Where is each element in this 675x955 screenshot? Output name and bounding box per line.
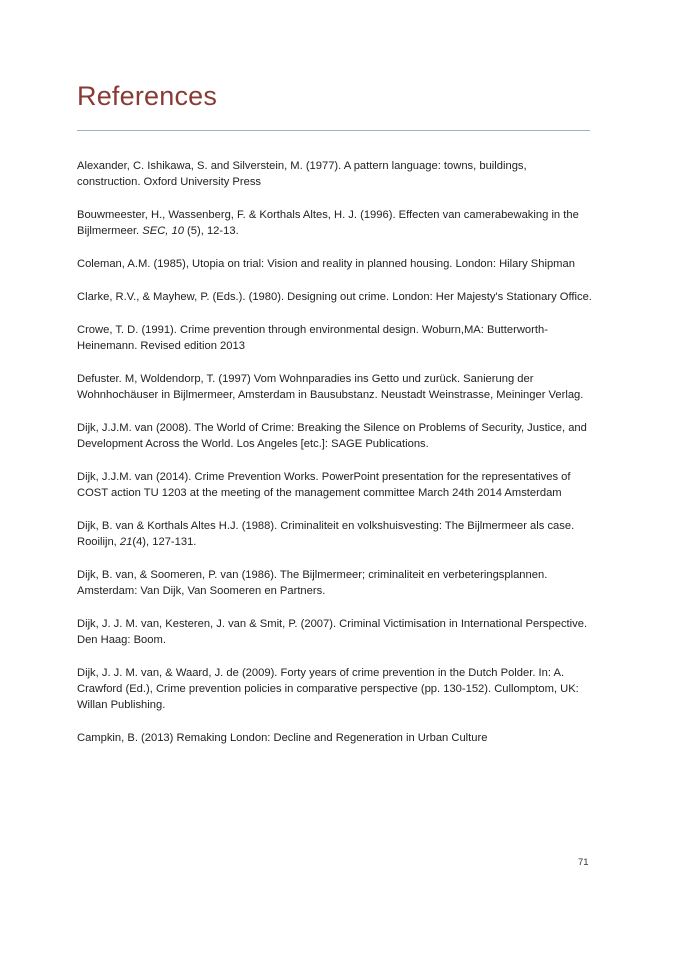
reference-text: Coleman, A.M. (1985), Utopia on trial: Vision and reality in planned housing. London: Hilary Shipman	[77, 258, 575, 270]
reference-text: Clarke, R.V., & Mayhew, P. (Eds.). (1980). Designing out crime. London: Her Majesty's Stationary Office.	[77, 291, 592, 303]
reference-italic-text: SEC, 10	[142, 225, 184, 237]
reference-text: Defuster. M, Woldendorp, T. (1997) Vom Wohnparadies ins Getto und zurück. Sanierung der Wohnhochäuser in Bijlmermeer, Amsterdam in Bausubstanz. Neustadt Weinstrasse, Meininger Verlag.	[77, 373, 584, 401]
reference-text: Dijk, B. van, & Soomeren, P. van (1986). The Bijlmermeer; criminaliteit en verbeteringsplannen. Amsterdam: Van Dijk, Van Soomeren en Partners.	[77, 569, 548, 597]
reference-text: Dijk, J. J. M. van, & Waard, J. de (2009). Forty years of crime prevention in the Dutch Polder. In: A. Crawford (Ed.), Crime prevention policies in comparative perspective (pp. 130-152). Cullomptom, UK: Willan Publishing.	[77, 667, 579, 711]
reference-text-tail: (5), 12-13.	[183, 225, 239, 237]
reference-text: Dijk, J. J. M. van, Kesteren, J. van & Smit, P. (2007). Criminal Victimisation in International Perspective. Den Haag: Boom.	[77, 618, 588, 646]
reference-entry	[77, 207, 592, 239]
reference-entry	[77, 567, 592, 599]
reference-entry	[77, 256, 592, 272]
reference-text-tail: (4), 127-131.	[132, 536, 197, 548]
reference-entry	[77, 616, 592, 648]
page-heading: References	[77, 81, 218, 111]
reference-entry	[77, 469, 592, 501]
reference-entry	[77, 730, 592, 746]
reference-entry	[77, 665, 592, 713]
reference-entry	[77, 420, 592, 452]
reference-text: Dijk, J.J.M. van (2008). The World of Crime: Breaking the Silence on Problems of Security, Justice, and Development Across the World. Los Angeles [etc.]: SAGE Publications.	[77, 422, 587, 450]
reference-text: Bouwmeester, H., Wassenberg, F. & Korthals Altes, H. J. (1996). Effecten van camerabewaking in the Bijlmermeer.	[77, 209, 579, 237]
reference-entry	[77, 371, 592, 403]
reference-text: Dijk, B. van & Korthals Altes H.J. (1988). Criminaliteit en volkshuisvesting: The Bijlmermeer als case. Rooilijn,	[77, 520, 575, 548]
reference-entry	[77, 518, 592, 550]
page-number: 71	[578, 857, 589, 868]
reference-entry	[77, 158, 592, 190]
reference-text: Dijk, J.J.M. van (2014). Crime Prevention Works. PowerPoint presentation for the representatives of COST action TU 1203 at the meeting of the management committee March 24th 2014 Amsterdam	[77, 471, 571, 499]
reference-text: Crowe, T. D. (1991). Crime prevention through environmental design. Woburn,MA: Butterworth-Heinemann. Revised edition 2013	[77, 324, 548, 352]
reference-list	[77, 158, 592, 763]
heading-divider	[77, 130, 590, 131]
reference-entry	[77, 322, 592, 354]
reference-italic-text: 21	[119, 536, 133, 548]
reference-text: Campkin, B. (2013) Remaking London: Decline and Regeneration in Urban Culture	[77, 732, 488, 744]
reference-entry	[77, 289, 592, 305]
reference-text: Alexander, C. Ishikawa, S. and Silverstein, M. (1977). A pattern language: towns, buildings, construction. Oxford University Press	[77, 160, 527, 188]
